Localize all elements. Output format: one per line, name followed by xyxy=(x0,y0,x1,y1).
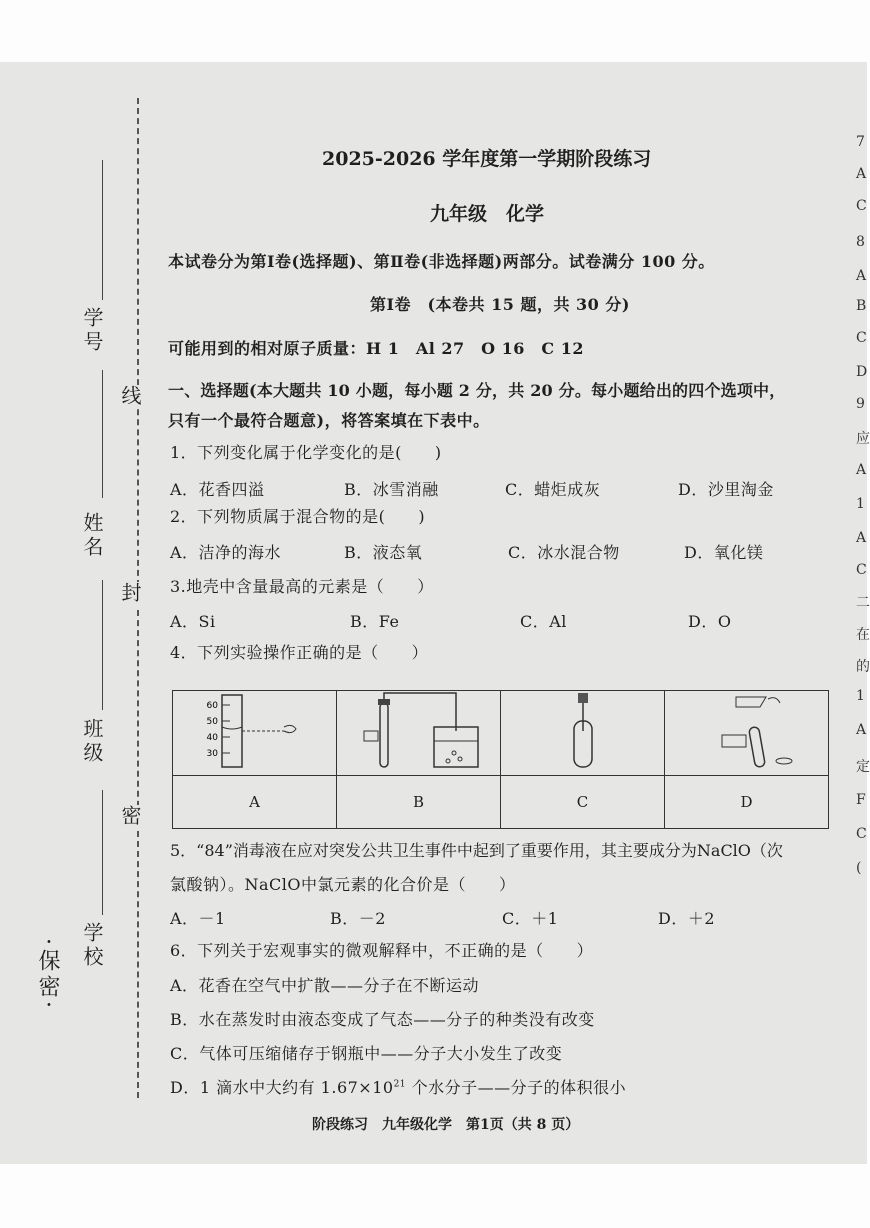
q5-option-a: A．－1 xyxy=(170,909,226,928)
bleed-char: 在 xyxy=(856,627,870,643)
q4-label-b: B xyxy=(337,776,501,829)
q6-option-d-exponent: 21 xyxy=(393,1079,407,1090)
confidential-mark: ·保密· xyxy=(35,938,60,1012)
bleed-char: ( xyxy=(856,860,862,876)
class-blank xyxy=(102,580,103,710)
name-label: 姓名 xyxy=(80,512,104,560)
bleed-char: D xyxy=(856,364,868,380)
cyl-tick-30: 30 xyxy=(206,749,218,759)
paper-sheet xyxy=(0,62,867,1164)
bleed-char: 二 xyxy=(856,595,870,611)
q6-option-b: B．水在蒸发时由液态变成了气态——分子的种类没有改变 xyxy=(170,1010,595,1029)
q3-option-b: B．Fe xyxy=(350,612,400,631)
bleed-char: B xyxy=(856,298,867,314)
volume-heading: 第Ⅰ卷 (本卷共 15 题，共 30 分) xyxy=(370,295,630,314)
cyl-tick-60: 60 xyxy=(206,701,218,711)
page-footer: 阶段练习 九年级化学 第1页（共 8 页） xyxy=(312,1117,580,1133)
q5-option-c: C．＋1 xyxy=(502,909,559,928)
q5-stem-line1: 5．“84”消毒液在应对突发公共卫生事件中起到了重要作用，其主要成分为NaClO（次 xyxy=(170,841,783,860)
q4-experiment-table xyxy=(172,690,829,829)
section-heading-line1: 一、选择题(本大题共 10 小题，每小题 2 分，共 20 分。每小题给出的四个选项中， xyxy=(168,381,786,400)
cyl-tick-40: 40 xyxy=(206,733,218,743)
q1-option-c: C．蜡炬成灰 xyxy=(505,480,601,499)
q2-option-b: B．液态氧 xyxy=(344,543,423,562)
q2-stem: 2．下列物质属于混合物的是( ) xyxy=(170,507,426,526)
bleed-char: C xyxy=(856,330,867,346)
bleed-char: C xyxy=(856,198,867,214)
q4-label-a: A xyxy=(173,776,337,829)
q6-option-a: A．花香在空气中扩散——分子在不断运动 xyxy=(170,976,480,995)
q3-option-a: A．Si xyxy=(170,612,216,631)
bleed-char: A xyxy=(856,722,867,738)
q4-figure-c xyxy=(501,691,665,776)
q1-option-b: B．冰雪消融 xyxy=(344,480,439,499)
bleed-char: A xyxy=(856,166,867,182)
q2-option-d: D．氧化镁 xyxy=(684,543,764,562)
bleed-char: A xyxy=(856,530,867,546)
school-blank xyxy=(102,790,103,915)
exam-subtitle: 九年级 化学 xyxy=(430,203,545,225)
bleed-char: A xyxy=(856,268,867,284)
student-id-label: 学号 xyxy=(80,307,104,355)
bleed-char: 9 xyxy=(856,396,865,412)
q5-option-b: B．－2 xyxy=(330,909,386,928)
bleed-char: C xyxy=(856,826,867,842)
seal-xian: 线 xyxy=(116,385,145,409)
q1-stem: 1．下列变化属于化学变化的是( ) xyxy=(170,443,442,462)
q4-figure-d xyxy=(665,691,829,776)
q6-option-c: C．气体可压缩储存于钢瓶中——分子大小发生了改变 xyxy=(170,1044,563,1063)
class-label: 班级 xyxy=(80,718,104,766)
cyl-tick-50: 50 xyxy=(206,717,218,727)
exam-intro: 本试卷分为第Ⅰ卷(选择题)、第Ⅱ卷(非选择题)两部分。试卷满分 100 分。 xyxy=(168,252,715,271)
section-heading-line2: 只有一个最符合题意)，将答案填在下表中。 xyxy=(168,411,490,430)
q4-figure-a xyxy=(173,691,337,776)
q2-option-c: C．冰水混合物 xyxy=(508,543,620,562)
bleed-char: 7 xyxy=(856,134,865,150)
bleed-char: 的 xyxy=(856,659,870,675)
q1-option-a: A．花香四溢 xyxy=(170,480,265,499)
student-id-blank xyxy=(102,160,103,300)
q3-stem: 3.地壳中含量最高的元素是（ ） xyxy=(170,577,434,596)
q3-option-c: C．Al xyxy=(520,612,567,631)
q6-stem: 6．下列关于宏观事实的微观解释中，不正确的是（ ） xyxy=(170,941,594,960)
q5-option-d: D．＋2 xyxy=(658,909,716,928)
bleed-char: 应 xyxy=(856,431,870,447)
bleed-char: C xyxy=(856,562,867,578)
seal-feng: 封 xyxy=(116,582,145,606)
q5-stem-line2: 氯酸钠）。NaClO中氯元素的化合价是（ ） xyxy=(170,875,516,894)
atomic-masses: 可能用到的相对原子质量：H 1 Al 27 O 16 C 12 xyxy=(168,339,584,358)
airtightness-check-icon xyxy=(344,691,494,771)
bleed-char: 1 xyxy=(856,496,865,512)
q6-option-d xyxy=(170,1075,626,1098)
q4-label-c: C xyxy=(501,776,665,829)
bleed-char: 定 xyxy=(856,759,870,775)
bleed-char: 8 xyxy=(856,234,865,250)
q1-option-d: D．沙里淘金 xyxy=(678,480,774,499)
name-blank xyxy=(102,370,103,498)
exam-title: 2025-2026 学年度第一学期阶段练习 xyxy=(322,148,652,170)
q3-option-d: D．O xyxy=(688,612,732,631)
solid-addition-icon xyxy=(672,691,822,771)
bleed-char: F xyxy=(856,792,866,808)
q2-option-a: A．洁净的海水 xyxy=(170,543,282,562)
q4-figure-b xyxy=(337,691,501,776)
bleed-char: 1 xyxy=(856,688,865,704)
q6-option-d-post: 个水分子——分子的体积很小 xyxy=(406,1078,627,1097)
q4-label-d: D xyxy=(665,776,829,829)
bleed-char: A xyxy=(856,462,867,478)
graduated-cylinder-icon xyxy=(180,691,330,771)
q6-option-d-pre: D．1 滴水中大约有 1.67×10 xyxy=(170,1078,394,1097)
dropper-icon xyxy=(508,691,658,771)
seal-mi: 密 xyxy=(116,805,145,829)
school-label: 学校 xyxy=(80,922,104,970)
q4-stem: 4．下列实验操作正确的是（ ） xyxy=(170,643,429,662)
